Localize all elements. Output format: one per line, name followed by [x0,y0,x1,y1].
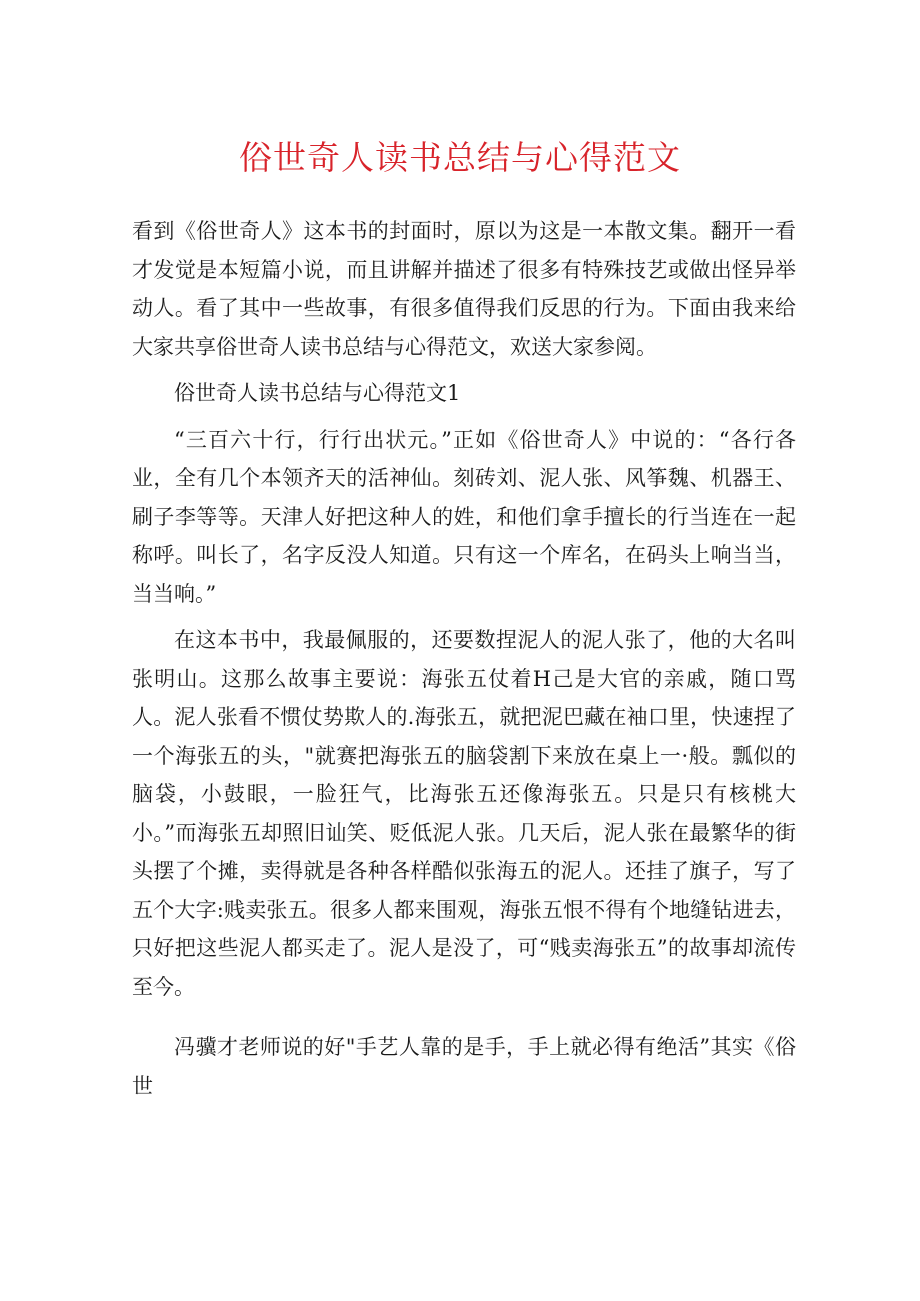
document-body [132,212,796,1113]
document-title: 俗世奇人读书总结与心得范文 [239,138,681,177]
body-paragraph: 在这本书中，我最佩服的，还要数捏泥人的泥人张了，他的大名叫张明山。这那么故事主要说：海张五仗着H己是大官的亲戚，随口骂人。泥人张看不惯仗势欺人的.海张五，就把泥巴藏在袖口里，快速捏了一个海张五的头，"就赛把海张五的脑袋割下来放在桌上一·般。瓢似的脑袋，小鼓眼，一脸狂气，比海张五还像海张五。只是只有核桃大小。”而海张五却照旧讪笑、贬低泥人张。几天后，泥人张在最繁华的街头摆了个摊，卖得就是各种各样酷似张海五的泥人。还挂了旗子，写了五个大字:贱卖张五。很多人都来围观，海张五恨不得有个地缝钻进去，只好把这些泥人都买走了。泥人是没了，可“贱卖海张五”的故事却流传至今。 [132,628,796,999]
body-paragraph: 冯骥才老师说的好"手艺人靠的是手，手上就必得有绝活”其实《俗世 [132,1035,796,1098]
intro-paragraph: 看到《俗世奇人》这本书的封面时，原以为这是一本散文集。翻开一看才发觉是本短篇小说，而且讲解并描述了很多有特殊技艺或做出怪异举动人。看了其中一些故事，有很多值得我们反思的行为。下面由我来给大家共享俗世奇人读书总结与心得范文，欢送大家参阅。 [132,219,796,359]
body-paragraph: “三百六十行，行行出状元。”正如《俗世奇人》中说的：“各行各业，全有几个本领齐天的活神仙。刻砖刘、泥人张、风筝魏、机器王、刷子李等等。天津人好把这种人的姓，和他们拿手擅长的行当连在一起称呼。叫长了，名字反没人知道。只有这一个库名，在码头上响当当，当当响。” [132,427,796,606]
section-heading: 俗世奇人读书总结与心得范文1 [174,381,461,405]
